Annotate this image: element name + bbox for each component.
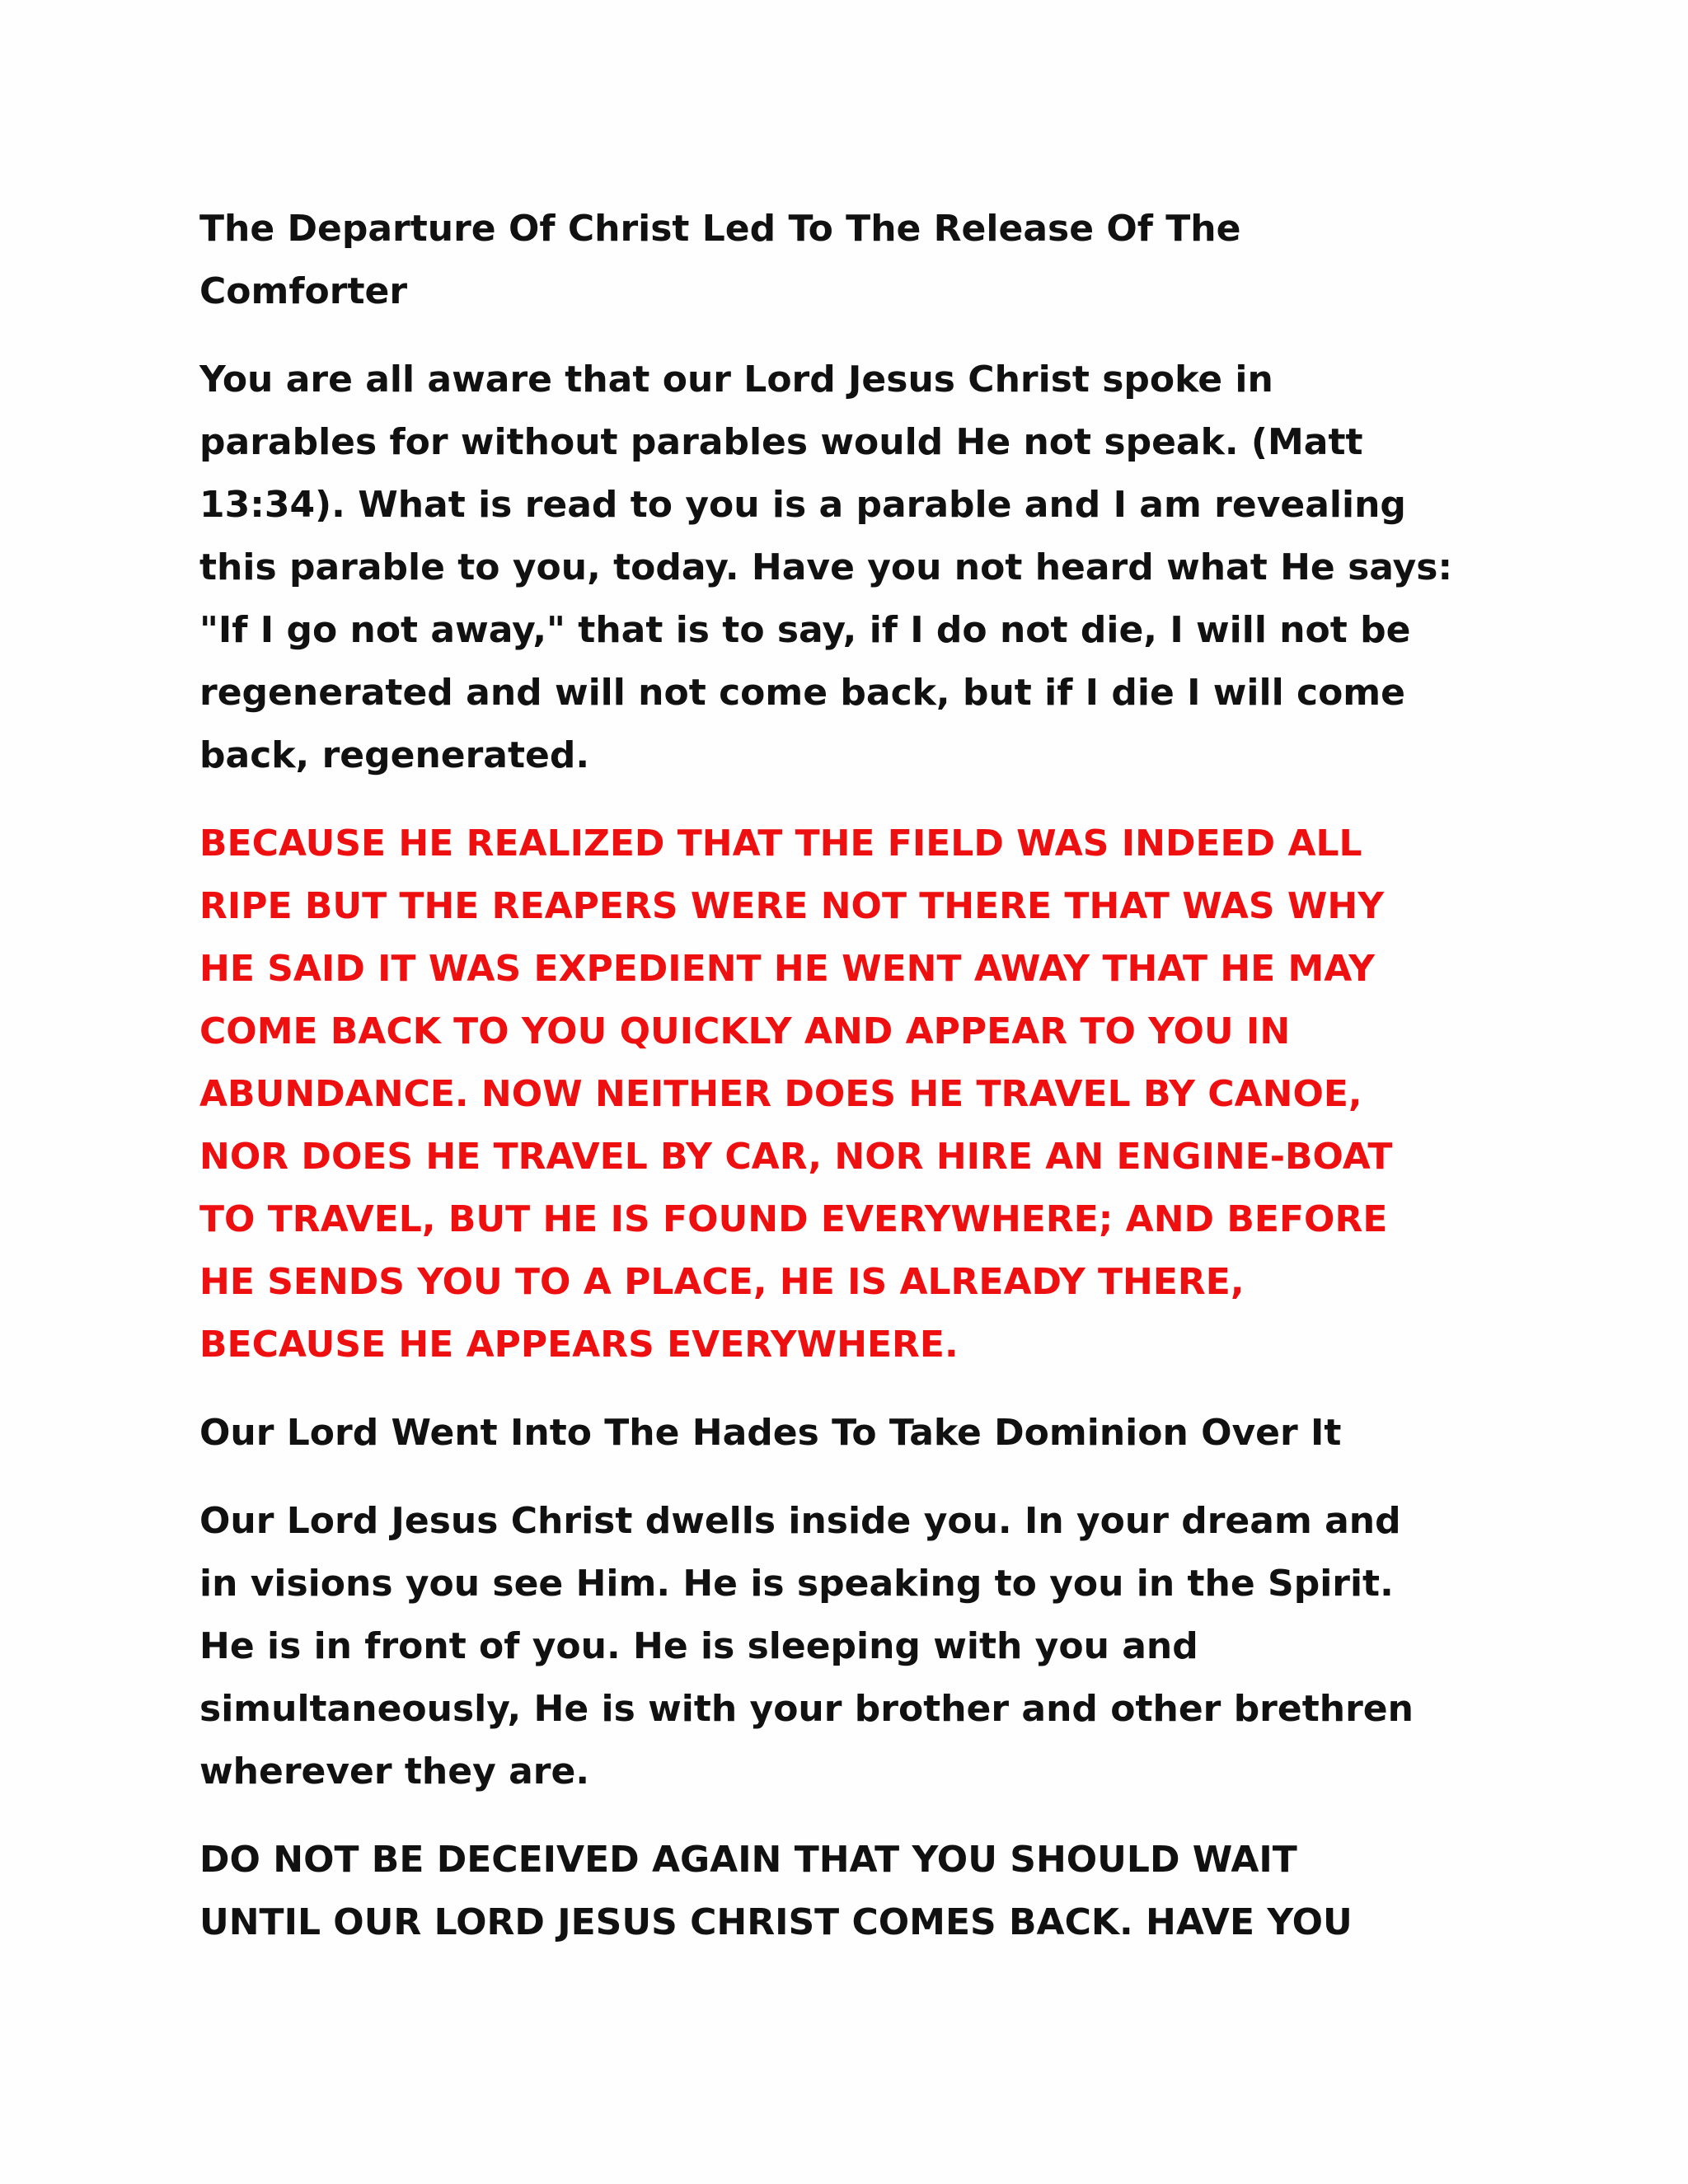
text-line: UNTIL OUR LORD JESUS CHRIST COMES BACK. HAVE YOU — [199, 1901, 1353, 1943]
text-line: RIPE BUT THE REAPERS WERE NOT THERE THAT WAS WHY — [199, 885, 1385, 927]
text-line: BECAUSE HE REALIZED THAT THE FIELD WAS INDEED ALL — [199, 823, 1362, 865]
text-line: Our Lord Jesus Christ dwells inside you. In your dream and — [199, 1500, 1401, 1542]
text-line: simultaneously, He is with your brother and other brethren — [199, 1688, 1414, 1730]
text-line: regenerated and will not come back, but if I die I will come — [199, 672, 1405, 714]
text-line: back, regenerated. — [199, 734, 590, 776]
text-line: this parable to you, today. Have you not heard what He says: — [199, 546, 1453, 588]
text-line: parables for without parables would He not speak. (Matt — [199, 421, 1363, 463]
text-line: ABUNDANCE. NOW NEITHER DOES HE TRAVEL BY CANOE, — [199, 1073, 1362, 1115]
text-line: in visions you see Him. He is speaking to you in the Spirit. — [199, 1563, 1394, 1605]
text-line: You are all aware that our Lord Jesus Christ spoke in — [199, 359, 1273, 401]
paragraph-parables — [199, 349, 1518, 787]
text-line: COME BACK TO YOU QUICKLY AND APPEAR TO YOU IN — [199, 1010, 1291, 1052]
paragraph-emphasis-red — [199, 813, 1518, 1376]
text-line: HE SAID IT WAS EXPEDIENT HE WENT AWAY THAT HE MAY — [199, 948, 1375, 990]
text-line: TO TRAVEL, BUT HE IS FOUND EVERYWHERE; AND BEFORE — [199, 1198, 1388, 1240]
text-line: "If I go not away," that is to say, if I do not die, I will not be — [199, 609, 1411, 651]
paragraph-christ-dwells — [199, 1490, 1518, 1803]
text-line: The Departure Of Christ Led To The Release Of The — [199, 208, 1241, 250]
text-line: NOR DOES HE TRAVEL BY CAR, NOR HIRE AN ENGINE-BOAT — [199, 1136, 1393, 1178]
text-line: Comforter — [199, 270, 408, 312]
section-heading-hades — [199, 1402, 1518, 1465]
text-line: HE SENDS YOU TO A PLACE, HE IS ALREADY THERE, — [199, 1261, 1245, 1303]
text-line: DO NOT BE DECEIVED AGAIN THAT YOU SHOULD WAIT — [199, 1839, 1297, 1881]
text-line: BECAUSE HE APPEARS EVERYWHERE. — [199, 1324, 959, 1366]
text-line: wherever they are. — [199, 1750, 590, 1793]
text-line: 13:34). What is read to you is a parable and I am revealing — [199, 484, 1406, 526]
section-heading-departure-of-christ — [199, 198, 1518, 323]
paragraph-do-not-be-deceived — [199, 1829, 1518, 1954]
document-body — [199, 198, 1518, 1954]
text-line: Our Lord Went Into The Hades To Take Dominion Over It — [199, 1412, 1342, 1454]
text-line: He is in front of you. He is sleeping with you and — [199, 1625, 1198, 1667]
